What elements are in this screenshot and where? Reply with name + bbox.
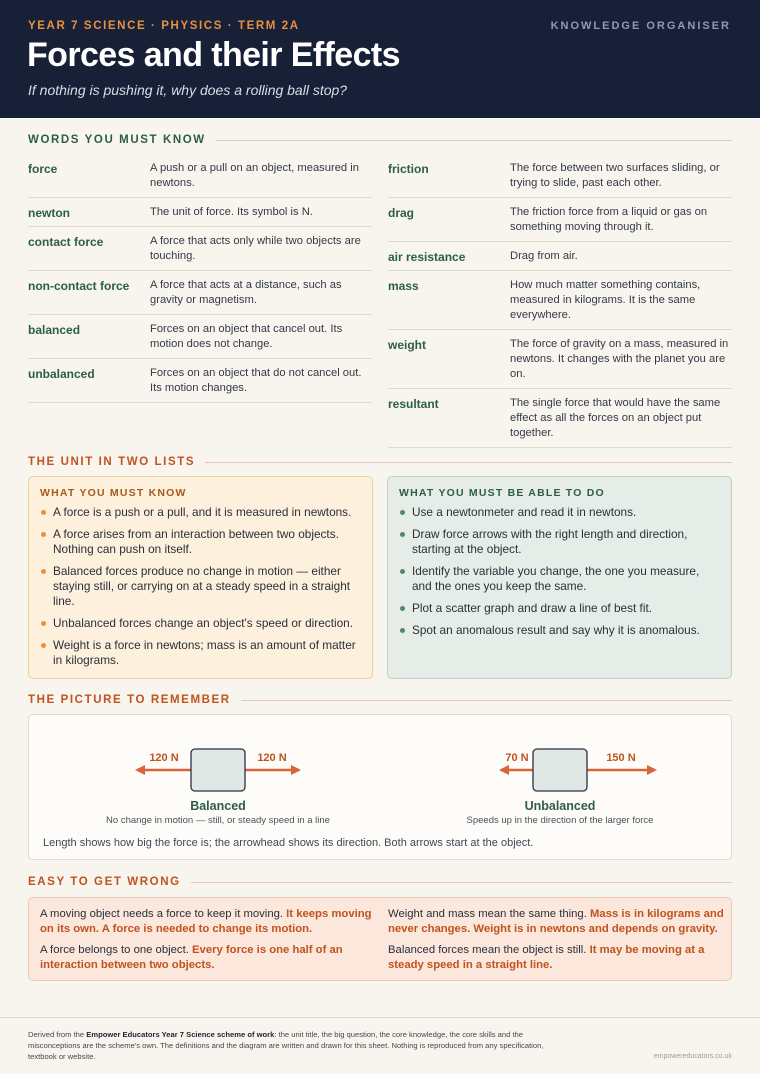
section-heading-wrong: EASY TO GET WRONG — [28, 875, 732, 889]
glossary-definition: Forces on an object that do not cancel out. Its motion changes. — [150, 367, 362, 394]
section-heading-picture: THE PICTURE TO REMEMBER — [28, 693, 732, 707]
glossary-row — [28, 359, 372, 403]
page-title: Forces and their Effects — [27, 36, 400, 74]
misconception-myth: A moving object needs a force to keep it moving. — [40, 908, 284, 920]
misconception-correction: Every force is one half of an interaction between two objects. — [40, 944, 343, 971]
misconception-myth: Weight and mass mean the same thing. — [388, 908, 587, 920]
section-rule — [205, 462, 732, 463]
glossary-term: mass — [388, 279, 419, 293]
big-question: If nothing is pushing it, why does a rolling ball stop? — [28, 82, 348, 98]
document-type-tag: KNOWLEDGE ORGANISER — [550, 20, 731, 32]
misconception-myth: A force belongs to one object. — [40, 944, 189, 956]
glossary-definition: The force between two surfaces sliding, or trying to slide, past each other. — [510, 162, 720, 189]
balanced-right-force-label: 120 N — [257, 752, 287, 764]
list-item: A force is a push or a pull, and it is measured in newtons. — [40, 505, 360, 520]
glossary-term: force — [28, 162, 58, 176]
balanced-left-force-label: 120 N — [149, 752, 179, 764]
glossary-term: contact force — [28, 235, 104, 249]
glossary-row — [388, 271, 732, 330]
unbalanced-right-force-label: 150 N — [606, 752, 636, 764]
misconception-item — [388, 907, 724, 937]
glossary-term: unbalanced — [28, 367, 95, 381]
source-note: Derived from the Empower Educators Year 7 Science scheme of work: the unit title, the big question, the core knowledge, the core skills and the misconceptions are the scheme's own. The definitions and the diagram are written and drawn for this sheet. Nothing is reproduced from any specification, textbook or website. — [28, 1030, 544, 1061]
diagram-note: Length shows how big the force is; the arrowhead shows its direction. Both arrows start at the object. — [43, 837, 534, 849]
glossary-column-left — [28, 154, 372, 403]
glossary-definition: Forces on an object that cancel out. Its motion does not change. — [150, 323, 343, 350]
glossary-row — [28, 154, 372, 198]
unbalanced-left-force-label: 70 N — [505, 752, 529, 764]
misconceptions-column-right — [388, 907, 724, 979]
glossary-definition: A force that acts at a distance, such as gravity or magnetism. — [150, 279, 342, 306]
balanced-title: Balanced — [190, 799, 246, 813]
must-do-list — [399, 505, 719, 645]
glossary-definition: The friction force from a liquid or gas on something moving through it. — [510, 206, 708, 233]
misconception-correction: It keeps moving on its own. A force is needed to change its motion. — [40, 908, 372, 935]
list-item: Use a newtonmeter and read it in newtons. — [399, 505, 719, 520]
must-do-title: WHAT YOU MUST BE ABLE TO DO — [399, 487, 605, 499]
glossary-row — [28, 315, 372, 359]
glossary-row — [28, 271, 372, 315]
footer — [0, 1017, 760, 1074]
balanced-caption: No change in motion — still, or steady speed in a line — [106, 815, 330, 826]
glossary-row — [388, 389, 732, 448]
section-rule — [191, 882, 732, 883]
misconception-myth: Balanced forces mean the object is still. — [388, 944, 587, 956]
glossary-definition: A push or a pull on an object, measured in newtons. — [150, 162, 359, 189]
section-rule — [216, 140, 732, 141]
glossary-column-right — [388, 154, 732, 448]
glossary-row — [388, 154, 732, 198]
list-item: Balanced forces produce no change in motion — either staying still, or carrying on at a steady speed in a straight line. — [40, 564, 360, 609]
glossary-definition: The unit of force. Its symbol is N. — [150, 206, 313, 218]
list-item: A force arises from an interaction between two objects. Nothing can push on itself. — [40, 527, 360, 557]
glossary-term: friction — [388, 162, 429, 176]
list-item: Plot a scatter graph and draw a line of best fit. — [399, 601, 719, 616]
glossary-term: weight — [388, 338, 426, 352]
glossary-term: air resistance — [388, 250, 466, 264]
list-item: Draw force arrows with the right length and direction, starting at the object. — [399, 527, 719, 557]
misconception-item — [388, 943, 724, 973]
section-heading-lists: THE UNIT IN TWO LISTS — [28, 455, 732, 469]
misconception-correction: Mass is in kilograms and never changes. Weight is in newtons and depends on gravity. — [388, 908, 724, 935]
list-item: Spot an anomalous result and say why it is anomalous. — [399, 623, 719, 638]
glossary-row — [388, 198, 732, 242]
list-item: Weight is a force in newtons; mass is an amount of matter in kilograms. — [40, 638, 360, 668]
must-know-title: WHAT YOU MUST KNOW — [40, 487, 187, 499]
must-know-list — [40, 505, 360, 675]
unbalanced-caption: Speeds up in the direction of the larger force — [466, 815, 654, 826]
glossary-definition: The single force that would have the same effect as all the forces on an object put together. — [510, 397, 721, 439]
unbalanced-title: Unbalanced — [524, 799, 596, 813]
course-kicker: YEAR 7 SCIENCE · PHYSICS · TERM 2A — [28, 20, 300, 32]
unbalanced-object-box — [533, 749, 587, 791]
misconception-item — [40, 943, 376, 973]
misconception-correction: It may be moving at a steady speed in a straight line. — [388, 944, 705, 971]
footer-url: empowereducators.co.uk — [653, 1053, 732, 1060]
glossary-term: drag — [388, 206, 415, 220]
balanced-object-box — [191, 749, 245, 791]
misconceptions-column-left — [40, 907, 376, 979]
glossary-definition: How much matter something contains, measured in kilograms. It is the same everywhere. — [510, 279, 701, 321]
glossary-term: resultant — [388, 397, 439, 411]
glossary-row — [388, 242, 732, 271]
list-item: Unbalanced forces change an object's speed or direction. — [40, 616, 360, 631]
glossary-term: non-contact force — [28, 279, 130, 293]
misconceptions-panel — [28, 897, 732, 981]
glossary-definition: A force that acts only while two objects are touching. — [150, 235, 361, 262]
glossary-definition: The force of gravity on a mass, measured in newtons. It changes with the planet you are on. — [510, 338, 729, 380]
misconception-item — [40, 907, 376, 937]
glossary-row — [388, 330, 732, 389]
section-heading-words: WORDS YOU MUST KNOW — [28, 133, 732, 147]
must-know-panel — [28, 476, 373, 679]
glossary-row — [28, 198, 372, 227]
glossary-term: newton — [28, 206, 70, 220]
glossary-definition: Drag from air. — [510, 250, 578, 262]
source-name: Empower Educators Year 7 Science scheme of work — [86, 1030, 275, 1039]
must-do-panel — [387, 476, 732, 679]
list-item: Identify the variable you change, the one you measure, and the ones you keep the same. — [399, 564, 719, 594]
glossary-row — [28, 227, 372, 271]
section-rule — [241, 700, 732, 701]
header-banner — [0, 0, 760, 118]
glossary-term: balanced — [28, 323, 81, 337]
force-diagram-panel — [28, 714, 732, 860]
